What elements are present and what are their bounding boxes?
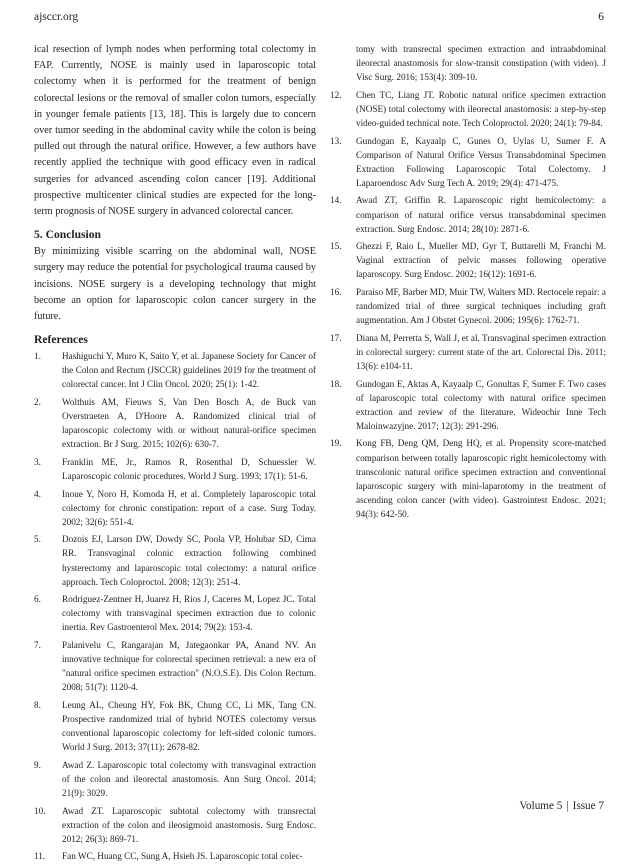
reference-text: Chen TC, Liang JT. Robotic natural orifice specimen extraction (NOSE) total colectomy with ileorectal anastomosis: a step-by-step video-guided technical note. Tech Coloproctol. 2020; 24(1): 79-84. (356, 89, 606, 128)
reference-number: 16. (330, 287, 342, 297)
reference-text: Fan WC, Huang CC, Sung A, Hsieh JS. Laparoscopic total colec- (62, 851, 303, 862)
reference-text: Gundogan E, Aktas A, Kayaalp C, Gonultas F, Sumer F. Two cases of laparoscopic total colectomy with natural orifice specimen extraction and review of the literature. Wideochir Inne Tech Maloinwazyjne. 2017; 12(3): 291-296. (356, 378, 606, 431)
reference-text: Wolthuis AM, Fieuws S, Van Den Bosch A, de Buck van Overstraeten A, D'Hoore A. Randomized clinical trial of laparoscopic colectomy with or without natural-orifice specimen extraction. Br J Surg. 2015; 102(6): 630-7. (62, 397, 316, 450)
discussion-paragraph: ical resection of lymph nodes when performing total colectomy in FAP. Currently, NOSE is mainly used in laparoscopic total colectomy when it is performed for the treatment of benign colorectal lesions or the removal of smaller colon tumors, especially in younger female patients [13, 18]. This is largely due to concern over tumor seeding in the abdominal cavity while the colon is being pulled out through the natural orifice. However, a few authors have recently applied the technique with good efficacy even in radical surgeries for advanced ascending colon cancer [19]. Additional prospective multicenter clinical studies are expected for the long-term prognosis of NOSE surgery in advanced colorectal cancer. (34, 44, 316, 218)
reference-number: 9. (34, 759, 41, 770)
footer-volume: Volume 5 (519, 800, 563, 812)
references-list-left (34, 349, 316, 863)
reference-item (34, 804, 316, 846)
reference-item (330, 436, 606, 521)
reference-text: Awad ZT. Laparoscopic subtotal colectomy with transrectal extraction of the colon and ileosigmoid anastomosis. Surg Endosc. 2012; 26(3): 869-71. (62, 805, 316, 844)
reference-text: Dozois EJ, Larson DW, Dowdy SC, Poola VP, Holubar SD, Cima RR. Transvaginal colonic extraction following combined hysterectomy and laparoscopic total colectomy: a natural orifice approach. Tech Coloproctol. 2008; 12(3): 251-4. (62, 534, 316, 587)
reference-text: Franklin ME, Jr., Ramos R, Rosenthal D, Schuessler W. Laparoscopic colonic procedures. World J Surg. 1993; 17(1): 51-6. (62, 456, 316, 481)
reference-item (330, 193, 606, 235)
reference-number: 8. (34, 699, 41, 710)
reference-text: Awad ZT, Griffin R. Laparoscopic right hemicolectomy: a comparison of natural orifice versus transabdominal specimen extraction. Surg Endosc. 2014; 28(10): 2871-6. (356, 195, 606, 234)
references-list-right (330, 88, 606, 521)
reference-number: 7. (34, 640, 41, 651)
footer-volume-issue (519, 800, 604, 812)
reference-number: 13. (330, 135, 342, 146)
reference-item (34, 698, 316, 754)
left-column (34, 42, 316, 867)
reference-text: Kong FB, Deng QM, Deng HQ, et al. Propensity score-matched comparison between totally laparoscopic right hemicolectomy with transcolonic natural orifice specimen extraction and conventional laparoscopic surgery with mini-laparotomy in the treatment of ascending colon cancer (with video). Gastrointest Endosc. 2021; 94(3): 642-50. (356, 438, 606, 519)
reference-item (34, 849, 316, 863)
reference-number: 4. (34, 488, 41, 499)
reference-text: Hashiguchi Y, Muro K, Saito Y, et al. Japanese Society for Cancer of the Colon and Rectum (JSCCR) guidelines 2019 for the treatment of colorectal cancer. Int J Clin Oncol. 2020; 25(1): 1-42. (62, 351, 316, 390)
reference-number: 14. (330, 195, 342, 206)
reference-number: 19. (330, 438, 342, 449)
reference-number: 17. (330, 332, 342, 343)
reference-item (330, 88, 606, 130)
reference-number: 15. (330, 241, 342, 252)
reference-item (34, 758, 316, 800)
footer-issue: Issue 7 (572, 800, 604, 812)
reference-item (34, 638, 316, 694)
reference-number: 6. (34, 594, 41, 605)
reference-number: 3. (34, 456, 41, 467)
reference-11-continuation: tomy with transrectal specimen extraction and intraabdominal ileorectal anastomosis for slow-transit constipation (with video). J Visc Surg. 2016; 153(4): 309-10. (356, 44, 606, 83)
reference-item (34, 532, 316, 588)
reference-number: 18. (330, 378, 342, 389)
reference-item (34, 592, 316, 634)
reference-item (34, 487, 316, 529)
reference-number: 2. (34, 397, 41, 408)
reference-item (330, 134, 606, 190)
reference-item (34, 349, 316, 391)
reference-text: Inoue Y, Noro H, Komoda H, et al. Completely laparoscopic total colectomy for chronic constipation: report of a case. Surg Today. 2002; 32(6): 551-4. (62, 488, 316, 527)
page-number: 6 (598, 11, 604, 23)
reference-number: 5. (34, 534, 41, 545)
reference-text: Leung AL, Cheung HY, Fok BK, Chung CC, Li MK, Tang CN. Prospective randomized trial of hybrid NOTES colectomy versus conventional laparoscopic colectomy for left-sided colonic tumors. World J Surg. 2013; 37(11): 2678-82. (62, 699, 316, 753)
footer-separator: | (566, 800, 569, 812)
reference-number: 10. (34, 805, 46, 816)
reference-number: 11. (34, 851, 46, 862)
right-column (330, 42, 606, 525)
reference-number: 1. (34, 351, 41, 362)
reference-item (34, 455, 316, 483)
reference-number: 12. (330, 89, 342, 100)
reference-text: Ghezzi F, Raio L, Mueller MD, Gyr T, Buttarelli M, Franchi M. Vaginal extraction of pelvic masses following operative laparoscopy. Surg Endosc. 2002; 16(12): 1691-6. (356, 241, 606, 280)
reference-item (330, 377, 606, 433)
reference-item (330, 239, 606, 281)
reference-text: Paraiso MF, Barber MD, Muir TW, Walters MD. Rectocele repair: a randomized trial of three surgical techniques including graft augmentation. Am J Obstet Gynecol. 2006; 195(6): 1762-71. (356, 287, 606, 326)
reference-text: Awad Z. Laparoscopic total colectomy with transvaginal extraction of the colon and ileorectal anastomosis. Ann Surg Oncol. 2014; 21(9): 3029. (62, 759, 316, 798)
reference-text: Palanivelu C, Rangarajan M, Jategaonkar PA, Anand NV. An innovative technique for colorectal specimen retrieval: a new era of "natural orifice specimen extraction" (N.O.S.E). Dis Colon Rectum. 2008; 51(7): 1120-4. (62, 640, 316, 693)
conclusion-heading: 5. Conclusion (34, 228, 102, 242)
reference-item (34, 395, 316, 451)
reference-text: Gundogan E, Kayaalp C, Gunes O, Uylas U, Sumer F. A Comparison of Natural Orifice Versus Transabdominal Specimen Extraction Following Laparoscopic Total Colectomy. J Laparoendosc Adv Surg Tech A. 2019; 29(4): 471-475. (356, 135, 606, 188)
references-heading: References (34, 333, 88, 347)
reference-text: Diana M, Perretta S, Wall J, et al. Transvaginal specimen extraction in colorectal surgery: current state of the art. Colorectal Dis. 2011; 13(6): e104-11. (356, 332, 606, 371)
reference-item (330, 331, 606, 373)
running-header-site: ajsccr.org (34, 11, 79, 23)
reference-text: Rodriguez-Zentner H, Juarez H, Rios J, Caceres M, Lopez JC. Total colectomy with transvaginal specimen extraction due to colonic inertia. Rev Gastroenterol Mex. 2014; 79(2): 153-4. (62, 594, 316, 633)
conclusion-paragraph: By minimizing visible scarring on the abdominal wall, NOSE surgery may reduce the potential for psychological trauma caused by incisions. NOSE surgery is a developing technology that might become an option for laparoscopic colon cancer surgery in the future. (34, 246, 316, 323)
reference-item (330, 285, 606, 327)
